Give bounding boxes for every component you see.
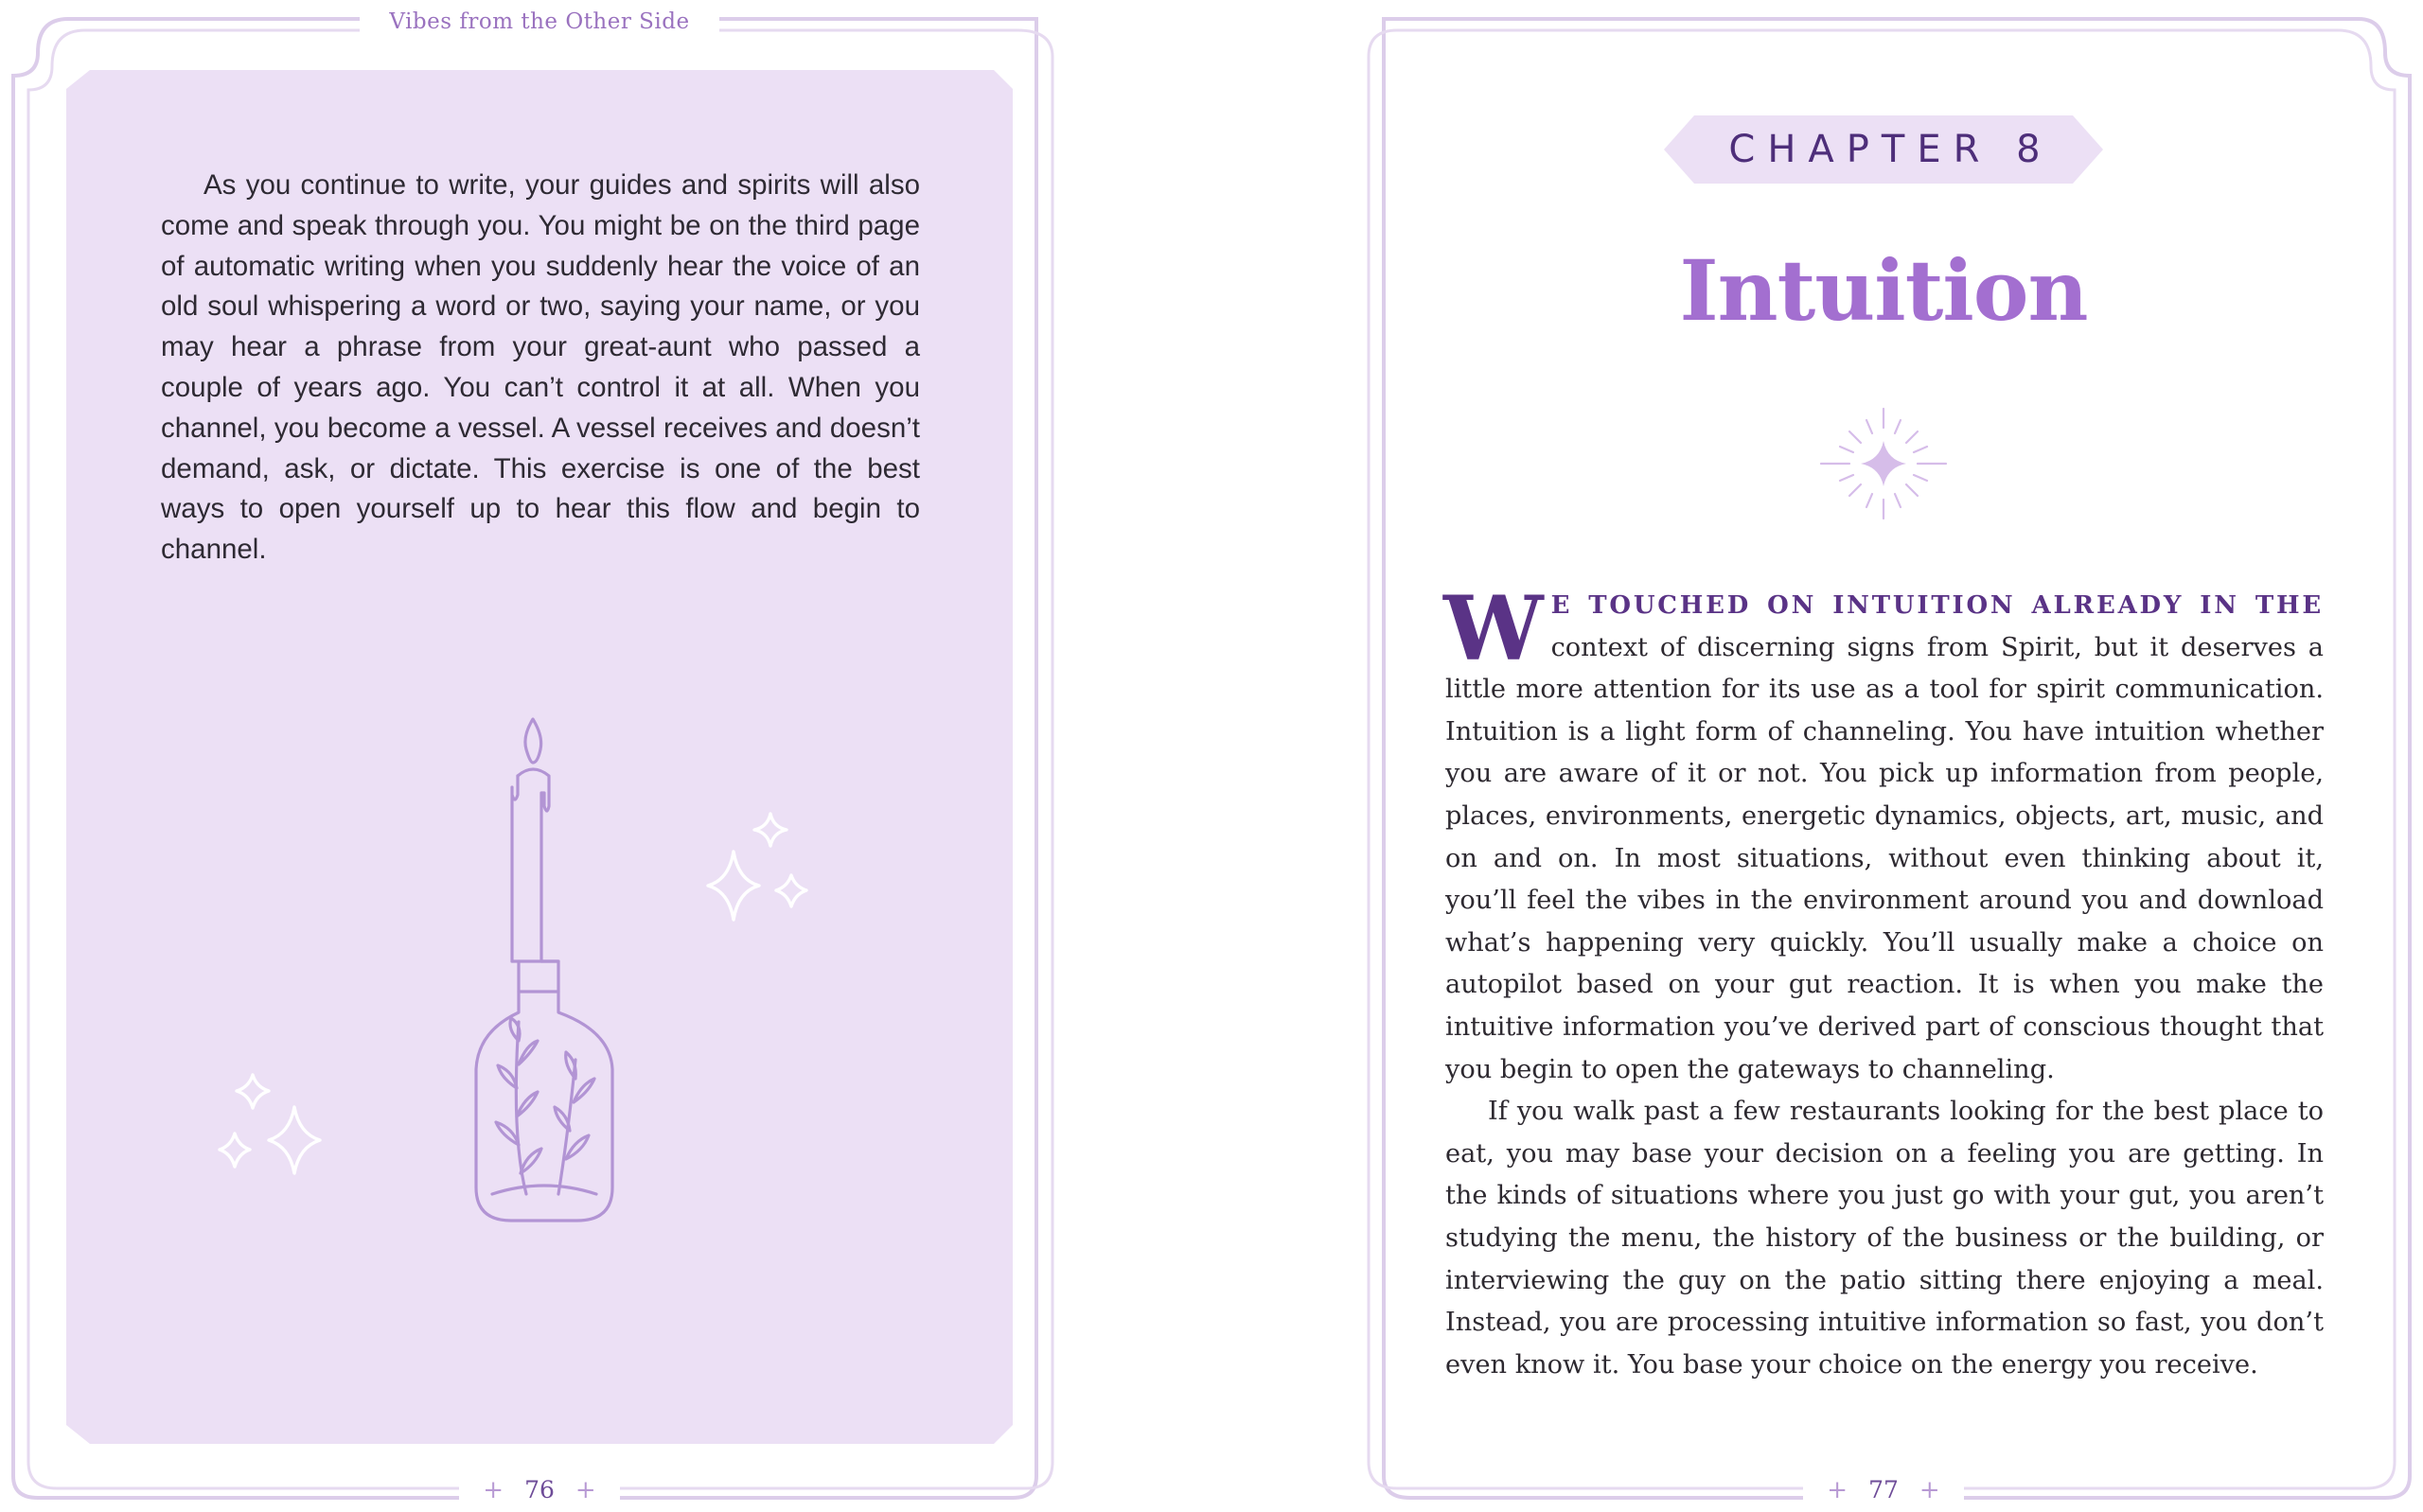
body-paragraph-2: If you walk past a few restaurants looking for the best place to eat, you may base your decision on a feeling you are getting. In the kinds of situations where you just go with your gut, you aren’t studying the menu, the history of the business or the building, or interviewing the guy on the patio sitting there enjoying a meal. Instead, you are processing intuitive information so fast, you don’t even know it. You base your choice on the energy you receive. (1445, 1097, 2324, 1380)
right-page-number (1803, 1476, 1964, 1504)
drop-cap: W (1443, 577, 1544, 681)
chapter-label: CHAPTER 8 (1728, 128, 2053, 171)
right-page-body (1443, 577, 2324, 1386)
right-page-number-value: 77 (1868, 1476, 1899, 1503)
paragraph-1-text: context of discerning signs from Spirit, but it deserves a little more attention for its use as a tool for spirit communication. Intuition is a light form of channeling. You have intuition whether you are aware of it or not. You pick up information from people, places, environments, energetic dynamics, objects, art, music, and on and on. In most situations, without even thinking about it, you’ll feel the vibes in the environment around you and download what’s happening very quickly. You’ll usually make a choice on autopilot based on your gut reaction. It is when you make the intuitive information you’ve derived part of conscious thought that you begin to open the gateways to channeling. (1445, 632, 2324, 1084)
running-head: Vibes from the Other Side (360, 9, 719, 34)
lead-in-caps: E TOUCHED ON INTUITION ALREADY IN THE (1550, 591, 2324, 620)
folio-ornament: + (575, 1476, 596, 1504)
left-page-number (459, 1476, 620, 1504)
star-burst-ornament (1821, 409, 1946, 519)
left-page-paragraph: As you continue to write, your guides and spirits will also come and speak through you. You might be on the third page of automatic writing when you suddenly hear the voice of an old soul whispering a word or two, saying your name, or you may hear a phrase from your great-aunt who passed a couple of years ago. You can’t control it at all. When you channel, you become a vessel. A vessel receives and doesn’t demand, ask, or dictate. This exercise is one of the best ways to open yourself up to hear this flow and begin to channel. (161, 169, 920, 566)
folio-ornament: + (1919, 1476, 1940, 1504)
left-page-number-value: 76 (524, 1476, 555, 1503)
folio-ornament: + (1827, 1476, 1848, 1504)
body-paragraph-1 (1443, 577, 2324, 1091)
chapter-title: Intuition (1679, 241, 2088, 340)
folio-ornament: + (483, 1476, 504, 1504)
